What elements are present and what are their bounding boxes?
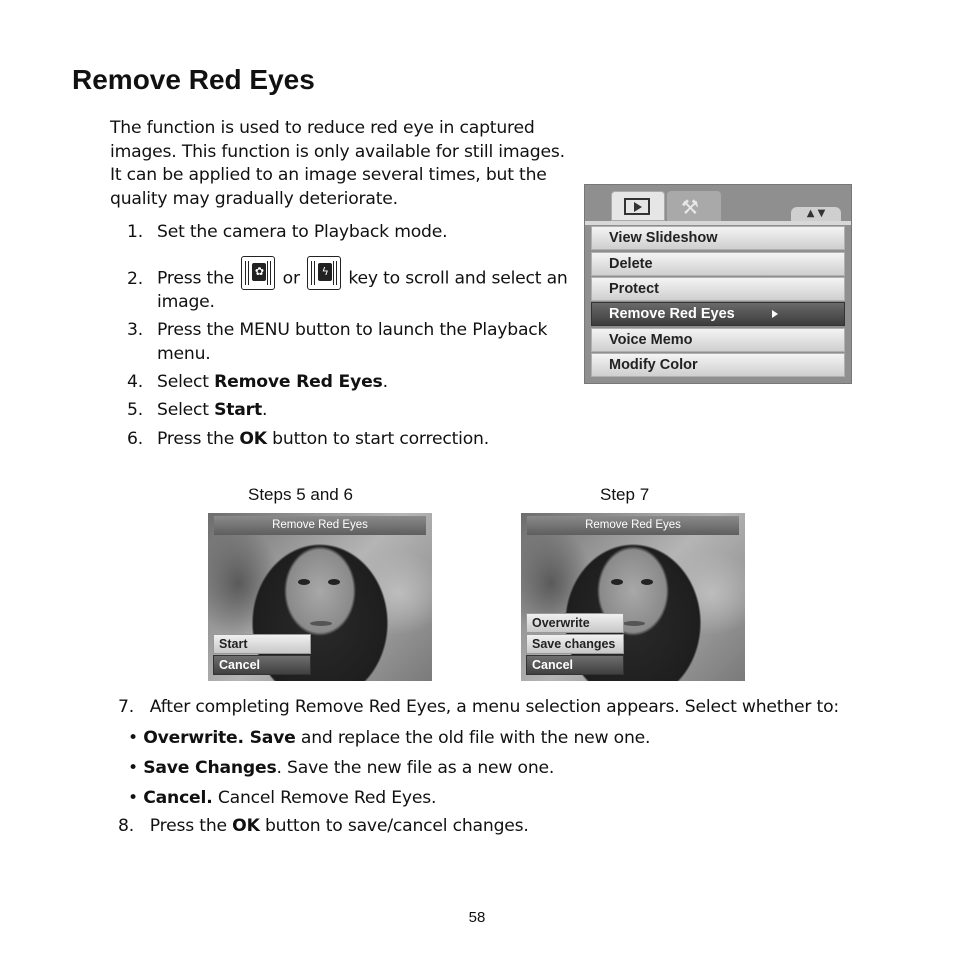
step-text: Press the MENU button to launch the Playback menu. [157, 320, 548, 364]
photo-eye [328, 579, 340, 585]
screen-steps-5-6 [208, 513, 432, 681]
step-number: 1. [127, 222, 143, 242]
step-text: Set the camera to Playback mode. [157, 222, 448, 242]
menu-item-view-slideshow[interactable]: View Slideshow [591, 226, 845, 250]
step-number: 6. [127, 429, 143, 449]
menu-item-remove-red-eyes[interactable] [591, 302, 845, 326]
page-number: 58 [468, 909, 486, 926]
option-start[interactable]: Start [213, 634, 311, 654]
option-overwrite[interactable]: Overwrite [526, 613, 624, 633]
bullet-save-changes: • Save Changes. Save the new file as a new one. [128, 758, 555, 778]
screen-step-7 [521, 513, 745, 681]
step-text: Select Remove Red Eyes. [157, 372, 388, 392]
step-text [157, 248, 597, 315]
screen-caption-steps-5-6: Steps 5 and 6 [248, 485, 353, 504]
bullet-cancel: • Cancel. Cancel Remove Red Eyes. [128, 788, 437, 808]
step-text: Select Start. [157, 400, 268, 420]
step-bold: OK [232, 816, 260, 836]
bullet-bold: Save Changes [143, 758, 277, 778]
step-bold: Start [214, 400, 262, 420]
macro-flower-icon: ✿ [252, 263, 266, 281]
playback-menu-screenshot [584, 184, 852, 384]
screen-title: Remove Red Eyes [214, 516, 426, 535]
photo-eye [298, 579, 310, 585]
playback-icon [624, 198, 650, 215]
flash-key-icon [307, 256, 341, 290]
bullet-text: and replace the old file with the new one. [300, 728, 651, 748]
option-cancel[interactable]: Cancel [213, 655, 311, 675]
step-number: 4. [127, 372, 143, 392]
step-8: 8. Press the OK button to save/cancel changes. [118, 816, 529, 836]
step-text: Press the OK button to start correction. [157, 429, 489, 449]
option-cancel[interactable]: Cancel [526, 655, 624, 675]
step-number: 2. [127, 269, 143, 289]
step-text-or: or [282, 268, 300, 289]
bullet-text: Cancel Remove Red Eyes. [217, 788, 437, 808]
step-bold: OK [239, 429, 267, 449]
step-bold: Remove Red Eyes [214, 372, 383, 392]
setup-tools-icon: ⚒ [681, 195, 699, 219]
bullet-bold: Overwrite. Save [143, 728, 296, 748]
photo-eye [641, 579, 653, 585]
menu-item-protect[interactable]: Protect [591, 277, 845, 301]
step-number: 3. [127, 320, 143, 340]
step-number: 5. [127, 400, 143, 420]
scroll-arrows-icon: ▲ ▼ [791, 207, 841, 221]
step-text: After completing Remove Red Eyes, a menu selection appears. Select whether to: [149, 697, 839, 717]
menu-item-label: Remove Red Eyes [609, 306, 735, 322]
setup-tab[interactable] [667, 191, 721, 221]
step-number: 8. [118, 816, 134, 836]
step-number: 7. [118, 697, 134, 717]
bullet-overwrite: • Overwrite. Save and replace the old file with the new one. [128, 728, 651, 748]
step-7 [118, 696, 839, 720]
menu-item-modify-color[interactable]: Modify Color [591, 353, 845, 377]
playback-tab[interactable] [611, 191, 665, 221]
photo-eye [611, 579, 623, 585]
menu-item-delete[interactable]: Delete [591, 252, 845, 276]
submenu-arrow-icon [772, 310, 778, 318]
flash-bolt-icon: ϟ [318, 263, 332, 281]
photo-mouth [623, 621, 645, 626]
menu-divider [585, 221, 851, 225]
option-save-changes[interactable]: Save changes [526, 634, 624, 654]
bullet-bold: Cancel. [143, 788, 213, 808]
bullet-text: . Save the new file as a new one. [276, 758, 555, 778]
intro-paragraph: The function is used to reduce red eye in captured images. This function is only available for still images. It can be applied to an image several times, but the quality may gradually deteriorate. [110, 118, 565, 209]
page-title: Remove Red Eyes [72, 64, 315, 95]
screen-caption-step-7: Step 7 [600, 485, 650, 504]
step-text-post: key to scroll and select an image. [157, 268, 568, 312]
screen-title: Remove Red Eyes [527, 516, 739, 535]
step-text-pre: Press the [157, 268, 235, 289]
photo-mouth [310, 621, 332, 626]
macro-key-icon [241, 256, 275, 290]
menu-item-voice-memo[interactable]: Voice Memo [591, 328, 845, 352]
